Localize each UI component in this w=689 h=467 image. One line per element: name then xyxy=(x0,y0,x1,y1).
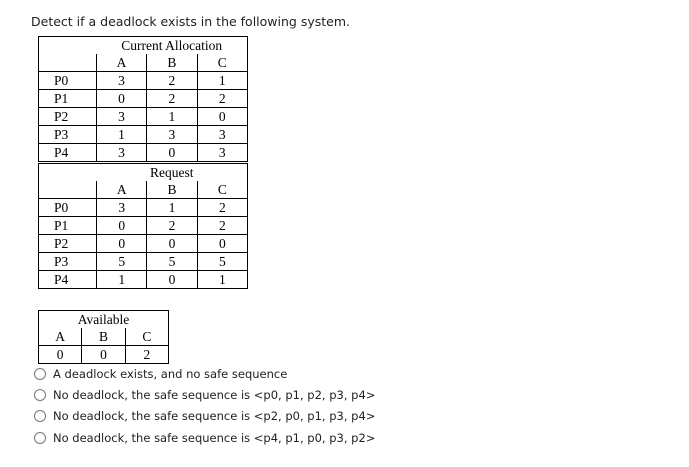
table-row xyxy=(39,72,248,90)
table-row xyxy=(39,217,248,235)
table-cell: 2 xyxy=(197,217,247,235)
process-label: P3 xyxy=(39,253,97,271)
table-cell: 2 xyxy=(197,90,247,108)
request-col-a: A xyxy=(97,181,147,199)
radio-button[interactable] xyxy=(34,410,46,422)
table-cell: 0 xyxy=(82,346,125,364)
available-col-c: C xyxy=(125,328,168,346)
table-cell: 2 xyxy=(197,199,247,217)
table-row xyxy=(39,235,248,253)
request-table xyxy=(38,163,248,289)
table-row xyxy=(39,108,248,126)
answer-option-2[interactable] xyxy=(34,384,375,405)
table-cell: 1 xyxy=(147,108,197,126)
table-cell: 3 xyxy=(97,199,147,217)
request-col-b: B xyxy=(147,181,197,199)
table-cell: 3 xyxy=(197,144,247,162)
table-cell: 3 xyxy=(197,126,247,144)
allocation-col-b: B xyxy=(147,54,197,72)
table-cell: 5 xyxy=(97,253,147,271)
available-title: Available xyxy=(39,311,169,329)
radio-button[interactable] xyxy=(34,432,46,444)
answer-option-label: No deadlock, the safe sequence is <p2, p0, p1, p3, p4> xyxy=(53,409,376,424)
table-cell: 0 xyxy=(197,108,247,126)
table-cell: 3 xyxy=(96,108,146,126)
answer-option-label: No deadlock, the safe sequence is <p0, p1, p2, p3, p4> xyxy=(53,387,376,402)
table-cell: 2 xyxy=(147,90,197,108)
table-row xyxy=(39,90,248,108)
request-col-c: C xyxy=(197,181,247,199)
table-cell: 0 xyxy=(97,235,147,253)
request-title: Request xyxy=(97,164,248,182)
table-cell: 5 xyxy=(197,253,247,271)
table-cell: 2 xyxy=(147,72,197,90)
answer-option-1[interactable] xyxy=(34,363,375,384)
table-row xyxy=(39,253,248,271)
table-cell: 2 xyxy=(147,217,197,235)
table-cell: 1 xyxy=(96,126,146,144)
table-cell: 0 xyxy=(147,235,197,253)
allocation-table xyxy=(38,36,248,162)
available-col-b: B xyxy=(82,328,125,346)
allocation-title: Current Allocation xyxy=(96,37,247,55)
table-cell: 3 xyxy=(147,126,197,144)
answer-option-label: A deadlock exists, and no safe sequence xyxy=(53,366,288,381)
table-row xyxy=(39,346,169,364)
answer-option-label: No deadlock, the safe sequence is <p4, p1, p0, p3, p2> xyxy=(53,430,376,445)
table-cell: 0 xyxy=(39,346,82,364)
process-label: P0 xyxy=(39,72,97,90)
process-label: P1 xyxy=(39,90,97,108)
process-label: P4 xyxy=(39,144,97,162)
table-cell: 1 xyxy=(197,72,247,90)
table-cell: 0 xyxy=(147,271,197,289)
answer-option-4[interactable] xyxy=(34,427,375,448)
table-cell: 3 xyxy=(96,144,146,162)
table-row xyxy=(39,144,248,162)
process-label: P1 xyxy=(39,217,97,235)
table-cell: 1 xyxy=(197,271,247,289)
process-label: P0 xyxy=(39,199,97,217)
answer-options xyxy=(34,363,375,448)
table-row xyxy=(39,271,248,289)
process-label: P4 xyxy=(39,271,97,289)
table-cell: 5 xyxy=(147,253,197,271)
table-cell: 0 xyxy=(147,144,197,162)
table-row xyxy=(39,126,248,144)
table-cell: 0 xyxy=(197,235,247,253)
table-cell: 1 xyxy=(147,199,197,217)
answer-option-3[interactable] xyxy=(34,406,375,427)
radio-button[interactable] xyxy=(34,368,46,380)
question-text: Detect if a deadlock exists in the following system. xyxy=(31,14,350,29)
radio-button[interactable] xyxy=(34,389,46,401)
available-table xyxy=(38,310,169,364)
allocation-col-a: A xyxy=(96,54,146,72)
table-cell: 1 xyxy=(97,271,147,289)
table-cell: 0 xyxy=(97,217,147,235)
table-cell: 3 xyxy=(96,72,146,90)
allocation-col-c: C xyxy=(197,54,247,72)
process-label: P2 xyxy=(39,235,97,253)
table-cell: 0 xyxy=(96,90,146,108)
available-col-a: A xyxy=(39,328,82,346)
process-label: P2 xyxy=(39,108,97,126)
process-label: P3 xyxy=(39,126,97,144)
table-row xyxy=(39,199,248,217)
table-cell: 2 xyxy=(125,346,168,364)
